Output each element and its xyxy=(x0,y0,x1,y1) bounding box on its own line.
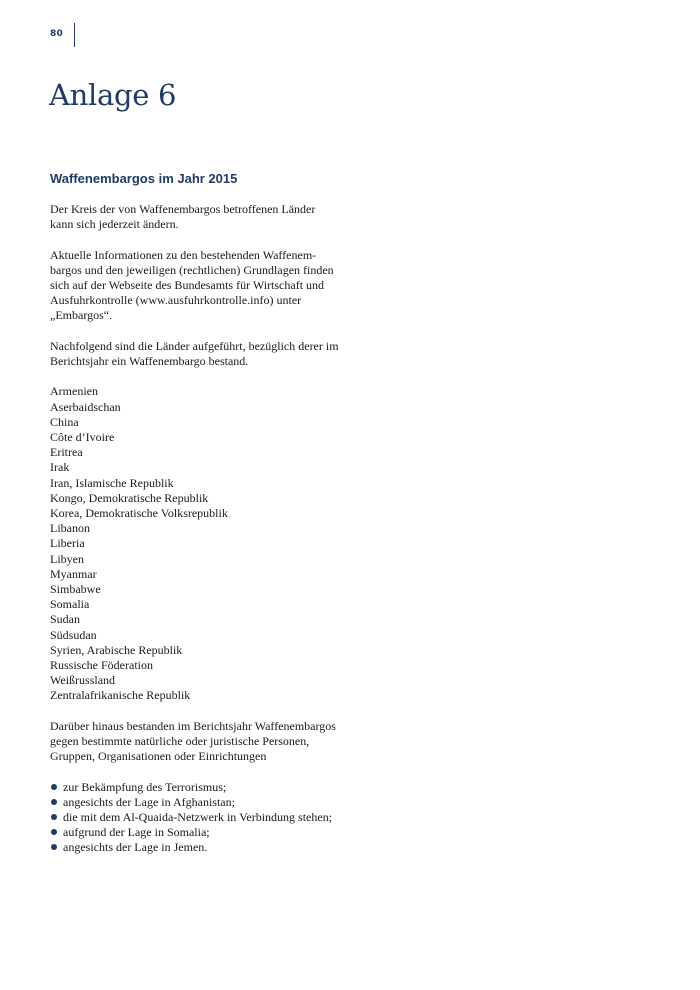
paragraph-gap xyxy=(50,764,350,779)
country-item: Armenien xyxy=(50,384,98,399)
bullet-item xyxy=(50,780,350,795)
country-item: Myanmar xyxy=(50,566,97,581)
bullet-dot-icon xyxy=(51,799,57,805)
country-item: Syrien, Arabische Republik xyxy=(50,642,183,657)
country-item: Somalia xyxy=(50,597,90,612)
bullet-item xyxy=(50,825,350,840)
country-item: Zentralafrikanische Republik xyxy=(50,688,191,703)
bullet-item xyxy=(50,795,350,810)
country-item: Südsudan xyxy=(50,627,97,642)
bullet-list xyxy=(50,780,350,856)
page-title: Anlage 6 xyxy=(49,78,177,112)
country-item: Iran, Islamische Republik xyxy=(50,475,174,490)
bullet-dot-icon xyxy=(51,784,57,790)
country-item: Russische Föderation xyxy=(50,658,153,673)
bullet-text: angesichts der Lage in Jemen. xyxy=(63,840,208,855)
info-paragraph: Aktuelle Informationen zu den bestehenden Waffenem- bargos und den jeweiligen (rechtlichen) Grundlagen finden sich auf der Webseite des Bundesamts für Wirtschaft und Ausfuhrkontrolle (www.ausfuhrkontrolle.info) unter „Embargos“. xyxy=(50,247,334,323)
bullet-item xyxy=(50,840,350,855)
bullet-text: die mit dem Al-Quaida-Netzwerk in Verbindung stehen; xyxy=(63,810,333,825)
country-item: Libyen xyxy=(50,551,84,566)
country-item: Côte d’Ivoire xyxy=(50,430,115,444)
section-heading: Waffenembargos im Jahr 2015 xyxy=(50,171,238,186)
intro-paragraph: Der Kreis der von Waffenembargos betroffenen Länder kann sich jederzeit ändern. xyxy=(50,202,316,232)
country-item: Weißrussland xyxy=(50,673,116,688)
country-item: Irak xyxy=(50,460,70,475)
bullet-text: angesichts der Lage in Afghanistan; xyxy=(63,794,235,809)
country-item: Korea, Demokratische Volksrepublik xyxy=(50,506,228,521)
persons-paragraph: Darüber hinaus bestanden im Berichtsjahr Waffenembargos gegen bestimmte natürliche oder juristische Personen, Gruppen, Organisationen oder Einrichtungen xyxy=(50,718,336,764)
country-item: Kongo, Demokratische Republik xyxy=(50,490,209,505)
country-item: Eritrea xyxy=(50,445,83,460)
list-intro-paragraph: Nachfolgend sind die Länder aufgeführt, bezüglich derer im Berichtsjahr ein Waffenembargo bestand. xyxy=(50,338,339,368)
bullet-dot-icon xyxy=(51,844,57,850)
bullet-dot-icon xyxy=(51,829,57,835)
country-item: China xyxy=(50,414,79,429)
paragraph-gap xyxy=(50,324,350,339)
bullet-text: aufgrund der Lage in Somalia; xyxy=(63,825,210,840)
bullet-dot-icon xyxy=(51,814,57,820)
page-number: 80 xyxy=(50,29,64,39)
country-item: Sudan xyxy=(50,612,80,627)
paragraph-gap xyxy=(50,704,350,719)
bullet-text: zur Bekämpfung des Terrorismus; xyxy=(63,779,227,794)
bullet-item xyxy=(50,810,350,825)
country-item: Simbabwe xyxy=(50,582,101,597)
country-list xyxy=(50,384,350,703)
paragraph-gap xyxy=(50,369,350,384)
country-item: Aserbaidschan xyxy=(50,399,121,414)
country-item: Libanon xyxy=(50,521,90,536)
paragraph-gap xyxy=(50,232,350,247)
section-body xyxy=(50,202,350,856)
page-number-divider xyxy=(74,23,75,47)
country-item: Liberia xyxy=(50,536,85,551)
